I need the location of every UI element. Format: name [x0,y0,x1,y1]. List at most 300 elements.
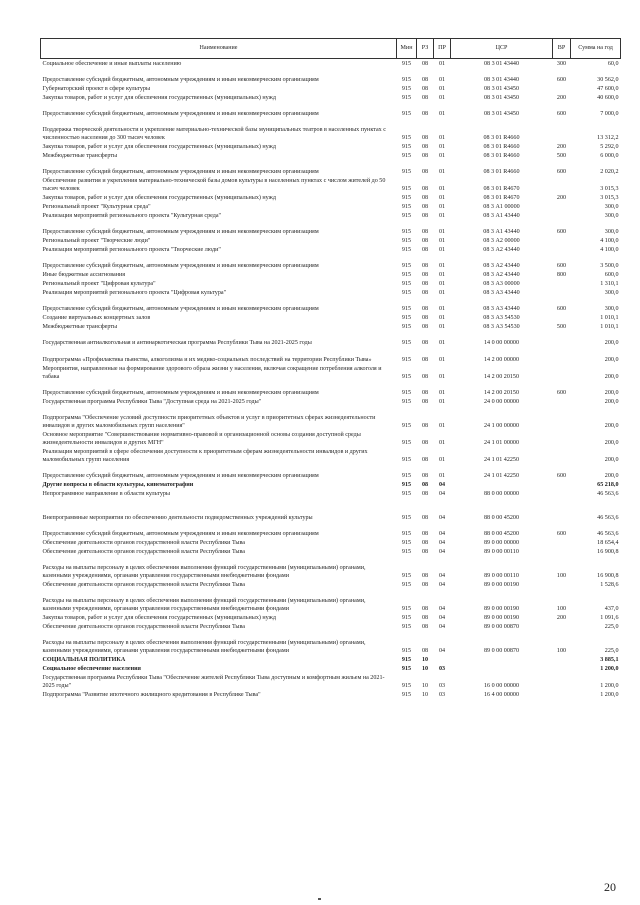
row-csr: 08 3 А2 43440 [483,271,520,278]
row-csr: 08 3 01 R4670 [483,185,520,192]
table-body [41,59,621,700]
row-vr: 200 [556,614,567,621]
row-min: 915 [401,456,412,463]
row-sum: 200,0 [604,373,619,380]
row-rz: 08 [421,398,429,405]
table-row [41,331,621,347]
row-min: 915 [401,682,412,689]
row-csr: 08 3 01 R4660 [483,152,520,159]
table-row [41,202,621,211]
row-name: Межбюджетные трансферты [42,152,118,159]
row-rz: 08 [421,614,429,621]
row-pr: 01 [438,76,446,83]
row-vr: 600 [556,262,567,269]
row-sum: 1 528,6 [600,581,619,588]
row-rz: 08 [421,481,429,488]
row-pr: 01 [438,110,446,117]
row-min: 915 [401,356,412,363]
row-pr: 01 [438,143,446,150]
row-vr [553,622,571,631]
table-row [41,176,621,193]
table-row [41,270,621,279]
scan-mark [318,898,321,900]
row-min: 915 [401,271,412,278]
row-sum: 2 020,2 [600,168,619,175]
table-row [41,84,621,93]
table-row [41,288,621,297]
row-min: 915 [401,691,412,698]
row-sum: 1 200,0 [600,665,619,672]
row-sum: 200,0 [604,456,619,463]
row-csr: 14 2 00 20150 [483,373,520,380]
row-name: Социальное обеспечение населения [42,665,141,672]
row-vr [553,288,571,297]
row-sum: 60,0 [607,60,619,67]
row-sum: 1 310,1 [600,280,619,287]
row-min: 915 [401,647,412,654]
row-rz: 08 [421,262,429,269]
row-sum: 200,0 [604,398,619,405]
row-csr: 08 3 А3 43440 [483,305,520,312]
row-vr: 200 [556,143,567,150]
table-row [41,664,621,673]
row-name: Создание виртуальных концертных залов [42,314,151,321]
table-row [41,489,621,498]
row-vr [553,84,571,93]
header-pr: ПР [434,39,451,59]
row-min: 915 [401,398,412,405]
row-min: 915 [401,280,412,287]
row-vr [553,397,571,406]
budget-table [40,38,621,699]
row-pr: 01 [438,456,446,463]
row-rz: 08 [421,305,429,312]
row-csr: 89 0 00 00110 [484,548,519,555]
row-vr [553,489,571,498]
row-min: 915 [401,289,412,296]
row-rz: 08 [421,143,429,150]
table-row [41,118,621,142]
table-row [41,480,621,489]
row-pr: 04 [438,530,446,537]
row-vr: 600 [556,228,567,235]
header-rz: РЗ [417,39,434,59]
row-name: Обеспечение деятельности органов государственной власти Республики Тыва [42,623,245,630]
row-min: 915 [401,605,412,612]
row-min: 915 [401,339,412,346]
row-csr: 24 1 01 42250 [483,456,520,463]
table-row [41,397,621,406]
row-name: Обеспечение деятельности органов государственной власти Республики Тыва [42,548,245,555]
row-sum: 13 312,2 [597,134,619,141]
row-min: 915 [401,185,412,192]
row-sum: 1 010,1 [600,323,619,330]
row-name: Региональный проект "Культурная среда" [42,203,151,210]
row-name: Расходы на выплаты персоналу в целях обеспечения выполнения функций государственными (муниципальными) органами, казенными учреждениями, органами управления государственными внебюджетными фондами [42,640,366,654]
row-csr [451,655,553,664]
row-vr [553,176,571,193]
row-vr [553,580,571,589]
row-sum: 47 600,0 [597,85,619,92]
row-pr: 01 [438,168,446,175]
row-csr: 08 3 01 43440 [483,76,520,83]
row-min: 915 [401,422,412,429]
row-vr: 100 [556,647,567,654]
row-name: Региональный проект "Цифровая культура" [42,280,156,287]
table-row [41,631,621,655]
row-name: Государственная программа Республики Тыва "Доступная среда на 2021-2025 годы" [42,398,262,405]
row-min: 915 [401,539,412,546]
row-sum: 4 100,0 [600,246,619,253]
table-row [41,236,621,245]
row-pr: 03 [438,682,446,689]
header-csr: ЦСР [451,39,553,59]
row-min: 915 [401,581,412,588]
header-vr: ВР [553,39,571,59]
row-csr: 08 3 А3 43440 [483,289,520,296]
row-pr: 01 [438,339,446,346]
row-sum: 46 563,6 [597,530,619,537]
row-vr: 500 [556,152,567,159]
row-min: 915 [401,656,412,663]
row-sum: 30 562,0 [597,76,619,83]
row-csr: 08 3 01 R4660 [483,143,520,150]
row-rz: 08 [421,289,429,296]
row-pr: 01 [438,194,446,201]
table-row [41,211,621,220]
row-name: Реализация мероприятий регионального проекта "Культурная среда" [42,212,222,219]
row-sum: 3 015,3 [600,185,619,192]
table-header-row [41,39,621,59]
row-sum: 200,0 [604,339,619,346]
row-min: 915 [401,228,412,235]
row-name: Предоставление субсидий бюджетным, автономным учреждениям и иным некоммерческим организациям [42,472,319,479]
row-min: 915 [401,262,412,269]
row-vr [553,498,571,522]
row-pr: 01 [438,398,446,405]
row-name: Предоставление субсидий бюджетным, автономным учреждениям и иным некоммерческим организациям [42,110,319,117]
row-min: 915 [401,76,412,83]
row-name: Предоставление субсидий бюджетным, автономным учреждениям и иным некоммерческим организациям [42,262,319,269]
row-sum: 1 010,1 [600,314,619,321]
row-sum: 1 091,6 [600,614,619,621]
row-rz: 08 [421,212,429,219]
row-rz: 08 [421,314,429,321]
row-pr: 04 [438,581,446,588]
row-sum: 4 100,0 [600,237,619,244]
row-rz: 08 [421,246,429,253]
row-pr: 01 [438,60,446,67]
row-csr: 08 3 А3 54530 [483,323,520,330]
row-vr [553,202,571,211]
row-vr [553,664,571,673]
row-csr: 08 3 А1 00000 [483,203,520,210]
row-csr: 08 3 01 43450 [483,94,520,101]
row-min: 915 [401,530,412,537]
row-pr: 03 [438,665,446,672]
row-name: Другие вопросы в области культуры, кинематографии [42,481,194,488]
row-name: Губернаторский проект в сфере культуры [42,85,151,92]
row-min: 915 [401,60,412,67]
row-rz: 08 [421,514,429,521]
row-name: Предоставление субсидий бюджетным, автономным учреждениям и иным некоммерческим организациям [42,76,319,83]
row-rz: 08 [421,194,429,201]
row-sum: 200,0 [604,389,619,396]
table-row [41,93,621,102]
row-pr: 01 [438,323,446,330]
row-sum: 46 563,6 [597,490,619,497]
table-row [41,142,621,151]
row-vr: 200 [556,94,567,101]
table-row [41,322,621,331]
row-sum: 225,0 [604,647,619,654]
row-csr: 08 3 А2 43440 [483,246,520,253]
row-vr: 600 [556,472,567,479]
row-name: Обеспечение деятельности органов государственной власти Республики Тыва [42,581,245,588]
row-csr: 08 3 А1 43440 [483,212,520,219]
row-vr: 600 [556,168,567,175]
table-row [41,538,621,547]
row-rz: 08 [421,168,429,175]
table-row [41,364,621,381]
page-number: 20 [604,880,616,894]
row-min: 915 [401,203,412,210]
row-name: Предоставление субсидий бюджетным, автономным учреждениям и иным некоммерческим организациям [42,389,319,396]
table-row [41,447,621,464]
row-sum: 3 500,0 [600,262,619,269]
table-row [41,655,621,664]
row-rz: 08 [421,647,429,654]
row-pr: 01 [438,280,446,287]
row-csr: 24 1 01 00000 [483,439,520,446]
row-name: Обеспечение развития и укрепления материально-технической базы домов культуры в населенных пунктах с числом жителей до 50 тысяч человек [42,178,386,192]
row-rz: 08 [421,271,429,278]
table-row [41,347,621,364]
row-vr: 100 [556,572,567,579]
table-row [41,690,621,699]
row-min: 915 [401,472,412,479]
row-min: 915 [401,314,412,321]
row-csr: 08 3 А3 54530 [483,314,520,321]
row-rz: 08 [421,623,429,630]
row-rz: 08 [421,60,429,67]
row-min: 915 [401,143,412,150]
row-csr: 16 0 00 00000 [483,682,520,689]
row-name: Региональный проект "Творческие люди" [42,237,151,244]
row-pr: 01 [438,262,446,269]
row-min: 915 [401,246,412,253]
row-vr [553,538,571,547]
row-rz: 08 [421,472,429,479]
table-row [41,556,621,580]
row-vr [553,313,571,322]
row-sum: 16 900,8 [597,572,619,579]
row-sum: 300,0 [604,228,619,235]
row-sum: 300,0 [604,305,619,312]
row-vr: 800 [556,271,567,278]
row-pr: 01 [438,314,446,321]
row-name: Межбюджетные трансферты [42,323,118,330]
row-rz: 10 [421,665,429,672]
table-row [41,622,621,631]
row-csr: 08 3 01 43440 [483,60,520,67]
table-row [41,151,621,160]
header-name: Наименование [41,39,397,59]
row-csr: 89 0 00 00190 [483,581,520,588]
row-name: Иные бюджетные ассигнования [42,271,126,278]
row-rz: 08 [421,605,429,612]
row-min: 915 [401,572,412,579]
row-sum: 18 654,4 [597,539,619,546]
row-pr: 01 [438,94,446,101]
row-name: Реализация мероприятий в сфере обеспечения доступности к приоритетным сферам жизнедеятельности инвалидов и других маломобильных групп населения [42,449,368,463]
row-vr: 200 [556,194,567,201]
row-csr: 14 2 00 20150 [483,389,520,396]
row-name: Подпрограмма «Профилактика пьянства, алкоголизма и их медико-социальных последствий на территории Республики Тыва» [42,356,372,363]
row-vr: 600 [556,110,567,117]
row-pr: 01 [438,246,446,253]
row-vr [553,406,571,430]
table-row [41,464,621,480]
row-sum: 600,0 [604,271,619,278]
row-csr: 08 3 01 43450 [483,85,520,92]
row-csr: 88 0 00 45200 [483,530,520,537]
row-csr: 88 0 00 45200 [483,514,520,521]
table-row [41,68,621,84]
row-rz: 08 [421,581,429,588]
row-name: Непрограммное направление в области культуры [42,490,171,497]
row-sum: 200,0 [604,356,619,363]
row-rz: 08 [421,356,429,363]
row-rz: 08 [421,203,429,210]
row-name: Закупка товаров, работ и услуг для обеспечения государственных (муниципальных) нужд [42,94,276,101]
row-vr [553,118,571,142]
row-rz: 08 [421,134,429,141]
table-row [41,430,621,447]
row-min: 915 [401,439,412,446]
row-csr: 89 0 00 00000 [483,539,520,546]
row-csr: 16 4 00 00000 [483,691,520,698]
row-csr: 08 3 А2 00000 [483,237,520,244]
table-row [41,498,621,522]
row-min: 915 [401,152,412,159]
row-name: Поддержка творческой деятельности и укрепление материально-технической базы муниципальных театров в населенных пунктах с численностью населения до 300 тысяч человек [42,127,386,141]
row-rz: 10 [421,682,429,689]
row-name: Предоставление субсидий бюджетным, автономным учреждениям и иным некоммерческим организациям [42,168,319,175]
row-min: 915 [401,168,412,175]
row-sum: 40 600,0 [597,94,619,101]
row-rz: 08 [421,228,429,235]
table-row [41,613,621,622]
row-vr: 600 [556,76,567,83]
row-rz: 08 [421,572,429,579]
row-sum: 300,0 [604,289,619,296]
row-csr: 08 3 А2 43440 [483,262,520,269]
row-rz: 08 [421,439,429,446]
row-sum: 65 218,0 [597,481,619,488]
row-name: Основное мероприятие "Совершенствование нормативно-правовой и организационной основы создания доступной среды жизнедеятельности инвалидов и других МГН" [42,432,361,446]
row-sum: 46 563,6 [597,514,619,521]
table-row [41,381,621,397]
row-pr: 01 [438,305,446,312]
row-vr: 500 [556,323,567,330]
row-name: Расходы на выплаты персоналу в целях обеспечения выполнения функций государственными (муниципальными) органами, казенными учреждениями, органами управления государственными внебюджетными фондами [42,598,366,612]
row-vr: 100 [556,605,567,612]
row-pr: 04 [438,572,446,579]
row-pr: 04 [438,514,446,521]
table-row [41,279,621,288]
row-vr: 300 [556,60,567,67]
row-rz: 08 [421,490,429,497]
row-pr: 04 [438,481,446,488]
row-vr [553,347,571,364]
row-sum: 1 200,0 [600,682,619,689]
row-csr: 89 0 00 00870 [483,647,520,654]
row-csr: 14 2 00 00000 [483,356,520,363]
row-pr: 04 [438,539,446,546]
row-name: Подпрограмма "Развитие ипотечного жилищного кредитования в Республике Тыва" [42,691,261,698]
row-pr: 01 [438,472,446,479]
table-row [41,547,621,556]
row-csr: 08 3 А1 43440 [483,228,520,235]
row-csr: 89 0 00 00110 [484,572,519,579]
row-rz: 08 [421,76,429,83]
row-min: 915 [401,548,412,555]
row-rz: 08 [421,373,429,380]
row-csr: 08 3 01 R4660 [483,168,520,175]
row-name: Предоставление субсидий бюджетным, автономным учреждениям и иным некоммерческим организациям [42,530,319,537]
row-pr: 04 [438,623,446,630]
row-min: 915 [401,212,412,219]
row-sum: 3 885,1 [600,656,619,663]
row-csr: 89 0 00 00190 [483,605,520,612]
row-vr [553,673,571,690]
table-row [41,220,621,236]
row-name: Реализация мероприятий регионального проекта "Творческие люди" [42,246,221,253]
header-sum: Сумма на год [571,39,621,59]
row-rz: 08 [421,339,429,346]
row-rz: 08 [421,539,429,546]
row-sum: 437,0 [604,605,619,612]
row-pr: 01 [438,185,446,192]
row-min: 915 [401,514,412,521]
row-rz: 08 [421,280,429,287]
row-min: 915 [401,194,412,201]
row-pr: 01 [438,203,446,210]
row-pr: 01 [438,439,446,446]
row-rz: 08 [421,530,429,537]
row-sum: 7 000,0 [600,110,619,117]
row-pr: 04 [438,490,446,497]
row-pr: 01 [438,356,446,363]
row-rz: 08 [421,389,429,396]
row-name: Закупка товаров, работ и услуг для обеспечения государственных (муниципальных) нужд [42,194,276,201]
row-csr: 24 1 01 42250 [483,472,520,479]
row-min: 915 [401,323,412,330]
row-name: Внепрограммные мероприятия по обеспечению деятельности подведомственных учреждений культуры [42,514,313,521]
row-pr: 01 [438,212,446,219]
row-pr: 01 [438,373,446,380]
row-pr: 04 [438,614,446,621]
row-min: 915 [401,665,412,672]
row-pr: 01 [438,85,446,92]
row-csr: 14 0 00 00000 [483,339,520,346]
row-name: Обеспечение деятельности органов государственной власти Республики Тыва [42,539,245,546]
table-row [41,254,621,270]
row-min: 915 [401,110,412,117]
row-sum: 200,0 [604,422,619,429]
row-csr: 88 0 00 00000 [483,490,520,497]
